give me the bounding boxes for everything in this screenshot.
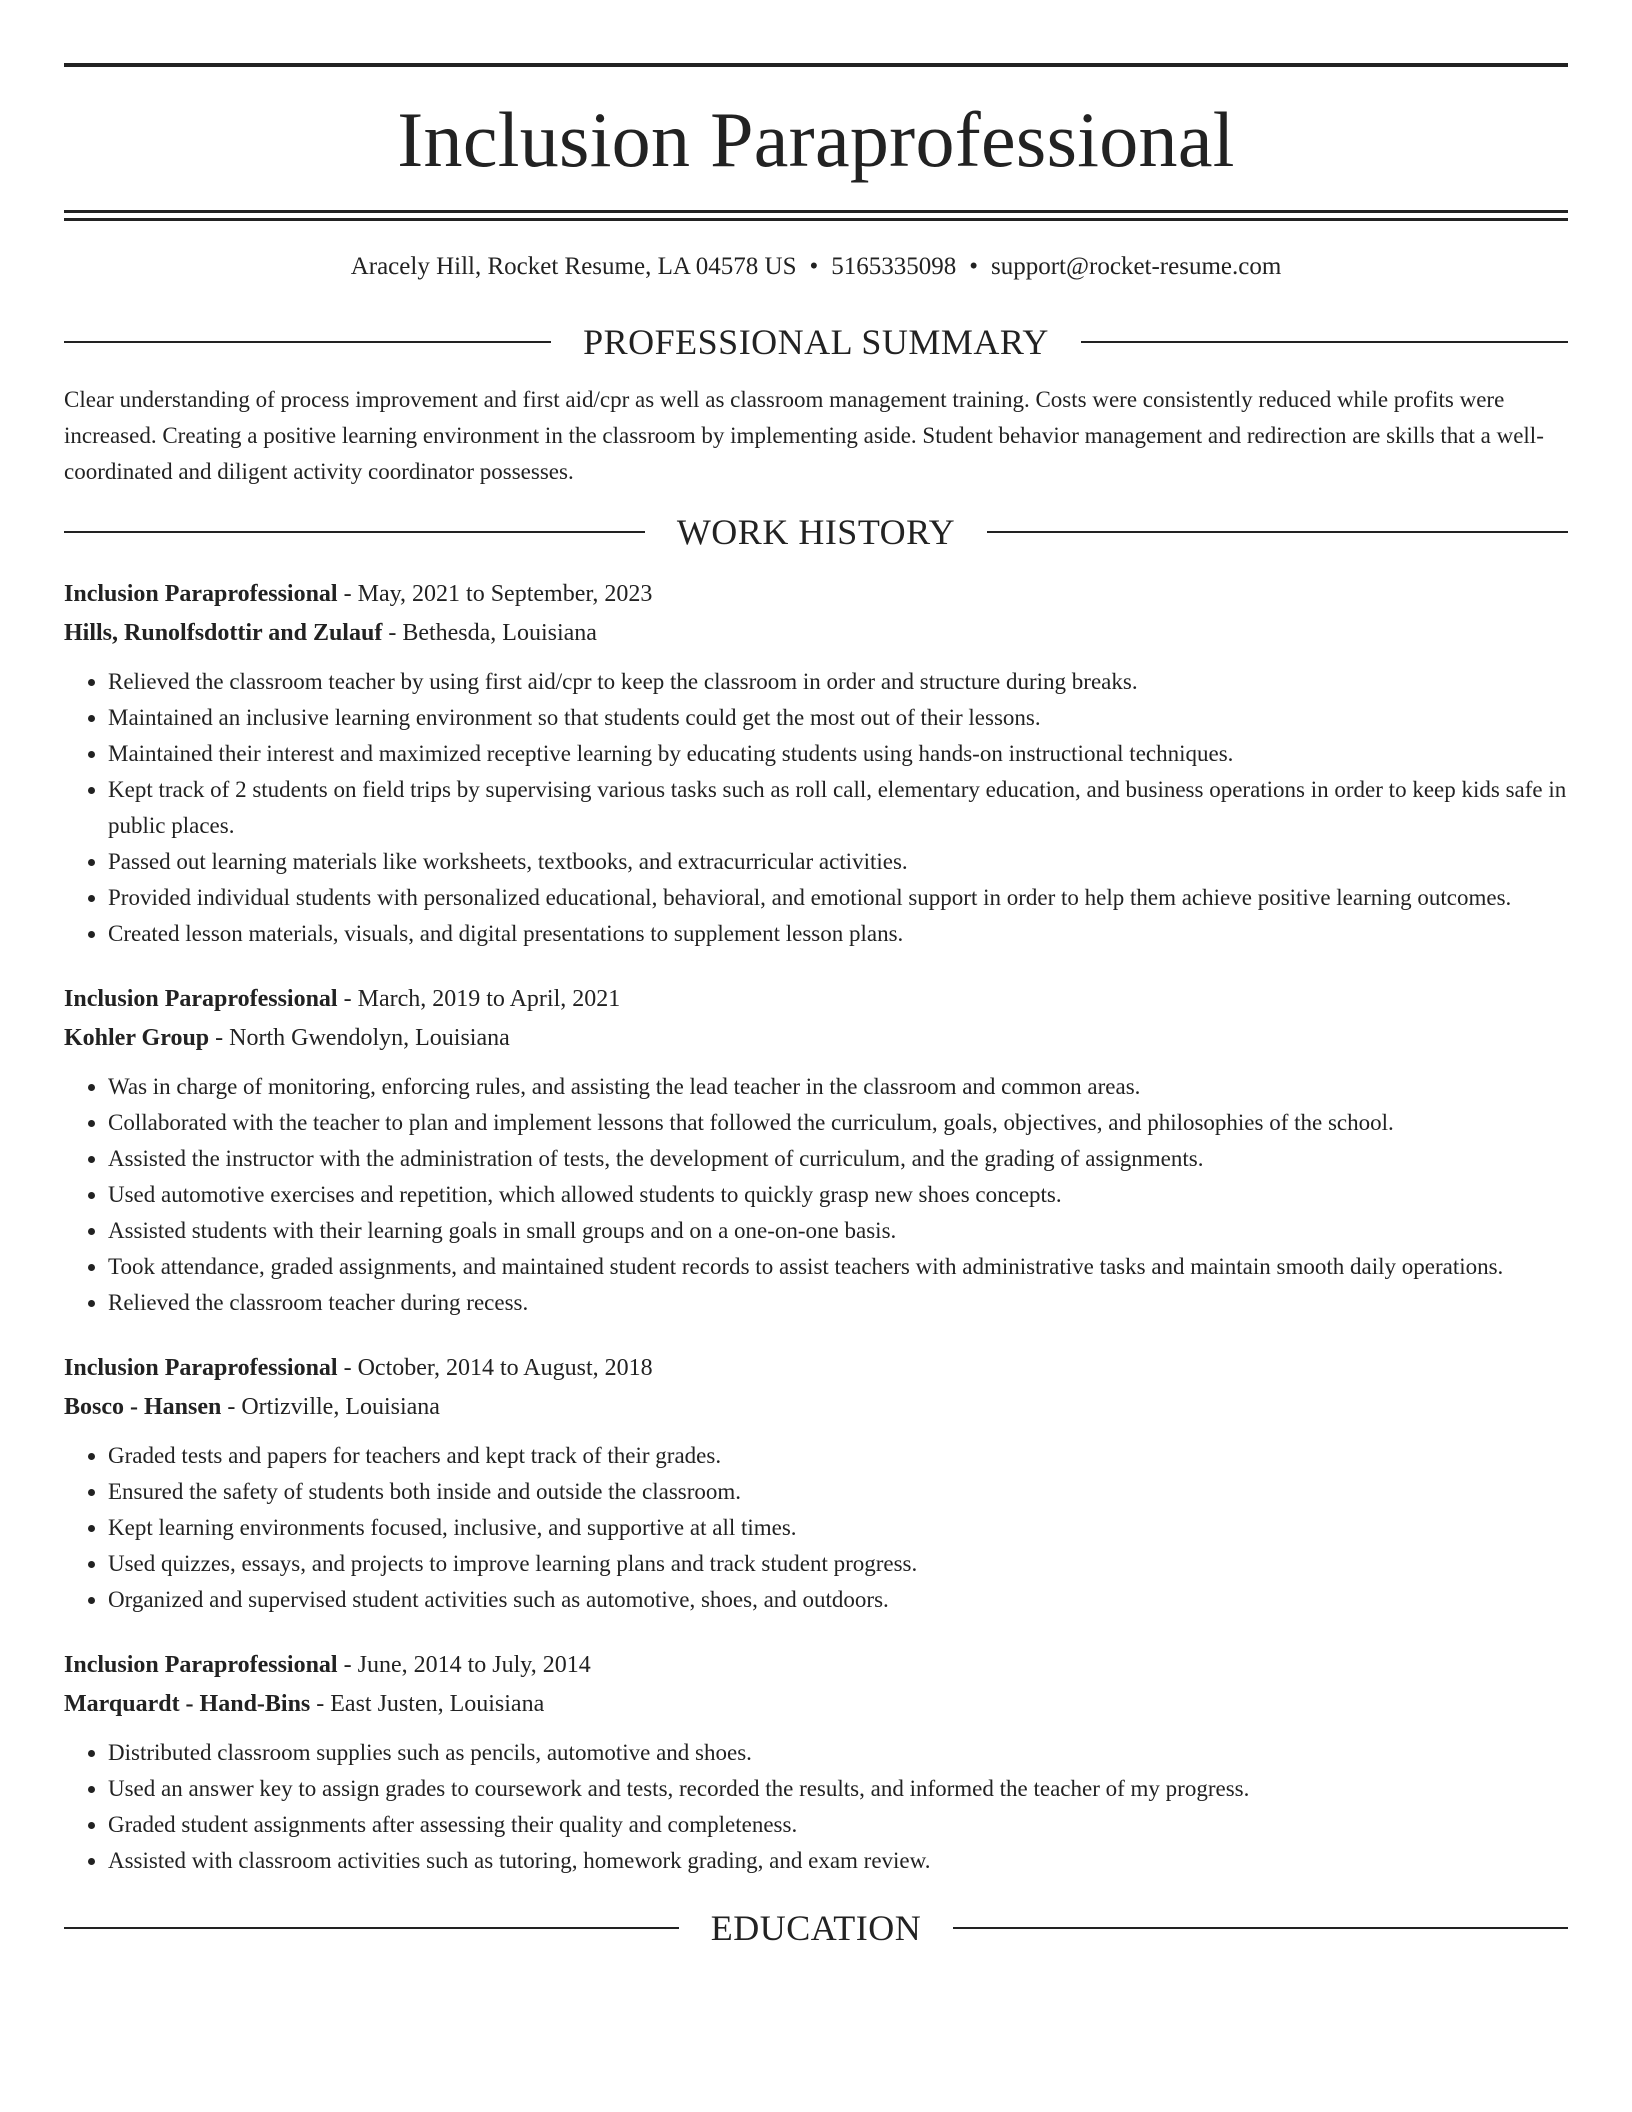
- job-bullet: • Collaborated with the teacher to plan and implement lessons that followed the curriculum, goals, objectives, and philosophies of the school.: [108, 1105, 1568, 1141]
- job-bullet: • Assisted with classroom activities such as tutoring, homework grading, and exam review.: [108, 1843, 1568, 1879]
- job-bullet: • Maintained an inclusive learning environment so that students could get the most out of their lessons.: [108, 700, 1568, 736]
- double-rule: [64, 210, 1568, 221]
- job-bullet: • Maintained their interest and maximized receptive learning by educating students using hands-on instructional techniques.: [108, 736, 1568, 772]
- top-rule: [64, 63, 1568, 67]
- education-section-title: EDUCATION: [710, 1908, 922, 1948]
- job-title: Inclusion Paraprofessional: [64, 986, 338, 1012]
- job-dates: - March, 2019 to April, 2021: [337, 986, 621, 1012]
- job-bullet-list: [64, 1438, 1568, 1618]
- job-title: Inclusion Paraprofessional: [64, 1652, 338, 1678]
- job-company: Kohler Group: [64, 1025, 210, 1051]
- job-bullet: • Assisted the instructor with the administration of tests, the development of curriculum, and the grading of assignments.: [108, 1141, 1568, 1177]
- work-history-section-title: WORK HISTORY: [676, 512, 956, 552]
- job-bullet: • Passed out learning materials like worksheets, textbooks, and extracurricular activities.: [108, 844, 1568, 880]
- summary-section-header: [64, 322, 1568, 362]
- job-location: - Ortizville, Louisiana: [221, 1394, 440, 1420]
- job-bullet: • Was in charge of monitoring, enforcing rules, and assisting the lead teacher in the classroom and common areas.: [108, 1069, 1568, 1105]
- contact-line: [64, 252, 1568, 282]
- work-history-section-header: [64, 512, 1568, 552]
- job-title-line: [64, 980, 1568, 1019]
- job-company-line: [64, 1388, 1568, 1427]
- job-entry: [64, 980, 1568, 1321]
- job-bullet: • Graded tests and papers for teachers and kept track of their grades.: [108, 1438, 1568, 1474]
- job-company-line: [64, 1685, 1568, 1724]
- job-bullet-list: [64, 1069, 1568, 1321]
- job-bullet: • Relieved the classroom teacher during recess.: [108, 1285, 1568, 1321]
- job-bullet: • Distributed classroom supplies such as pencils, automotive and shoes.: [108, 1735, 1568, 1771]
- contact-separator: •: [809, 253, 819, 280]
- job-location: - Bethesda, Louisiana: [382, 620, 597, 646]
- job-company: Bosco - Hansen: [64, 1394, 222, 1420]
- section-rule-right: [953, 1927, 1568, 1929]
- job-dates: - October, 2014 to August, 2018: [337, 1355, 653, 1381]
- section-rule-right: [987, 531, 1568, 533]
- section-rule-right: [1081, 341, 1568, 343]
- job-company-line: [64, 614, 1568, 653]
- summary-section-title: PROFESSIONAL SUMMARY: [583, 322, 1049, 362]
- job-bullet: • Graded student assignments after assessing their quality and completeness.: [108, 1807, 1568, 1843]
- contact-separator: •: [969, 253, 978, 280]
- job-bullet: • Relieved the classroom teacher by using first aid/cpr to keep the classroom in order and structure during breaks.: [108, 664, 1568, 700]
- summary-text: Clear understanding of process improvement and first aid/cpr as well as classroom management training. Costs were consistently reduced while profits were increased. Creating a positive learning environment in the classroom by implementing aside. Student behavior management and redirection are skills that a well-coordinated and diligent activity coordinator possesses.: [64, 387, 1544, 484]
- education-section-header: [64, 1908, 1568, 1948]
- job-company-line: [64, 1019, 1568, 1058]
- job-bullet-list: [64, 664, 1568, 952]
- job-bullet: • Ensured the safety of students both inside and outside the classroom.: [108, 1474, 1568, 1510]
- job-dates: - June, 2014 to July, 2014: [337, 1652, 591, 1678]
- job-bullet: • Used automotive exercises and repetition, which allowed students to quickly grasp new shoes concepts.: [108, 1177, 1568, 1213]
- section-rule-left: [64, 531, 645, 533]
- job-title-line: [64, 575, 1568, 614]
- job-location: - North Gwendolyn, Louisiana: [209, 1025, 510, 1051]
- job-bullet: • Used an answer key to assign grades to coursework and tests, recorded the results, and informed the teacher of my progress.: [108, 1771, 1568, 1807]
- job-bullet: • Used quizzes, essays, and projects to improve learning plans and track student progress.: [108, 1546, 1568, 1582]
- contact-address: Aracely Hill, Rocket Resume, LA 04578 US: [350, 253, 797, 280]
- section-rule-left: [64, 1927, 679, 1929]
- job-title-line: [64, 1646, 1568, 1685]
- job-entry: [64, 1646, 1568, 1879]
- section-rule-left: [64, 341, 551, 343]
- job-company: Marquardt - Hand-Bins: [64, 1691, 311, 1717]
- job-bullet: • Created lesson materials, visuals, and digital presentations to supplement lesson plans.: [108, 916, 1568, 952]
- job-dates: - May, 2021 to September, 2023: [337, 581, 653, 607]
- job-bullet: • Kept learning environments focused, inclusive, and supportive at all times.: [108, 1510, 1568, 1546]
- contact-email: support@rocket-resume.com: [991, 253, 1282, 280]
- job-entry: [64, 575, 1568, 952]
- work-history-list: [64, 575, 1568, 1879]
- job-bullet: • Assisted students with their learning goals in small groups and on a one-on-one basis.: [108, 1213, 1568, 1249]
- job-bullet: • Took attendance, graded assignments, and maintained student records to assist teachers with administrative tasks and maintain smooth daily operations.: [108, 1249, 1568, 1285]
- job-location: - East Justen, Louisiana: [310, 1691, 545, 1717]
- job-title: Inclusion Paraprofessional: [64, 581, 338, 607]
- job-bullet: • Organized and supervised student activities such as automotive, shoes, and outdoors.: [108, 1582, 1568, 1618]
- contact-phone: 5165335098: [831, 253, 957, 280]
- job-bullet: • Kept track of 2 students on field trips by supervising various tasks such as roll call, elementary education, and business operations in order to keep kids safe in public places.: [108, 772, 1568, 844]
- candidate-name: Inclusion Paraprofessional: [397, 96, 1235, 183]
- job-company: Hills, Runolfsdottir and Zulauf: [64, 620, 383, 646]
- job-title-line: [64, 1349, 1568, 1388]
- job-bullet-list: [64, 1735, 1568, 1879]
- job-entry: [64, 1349, 1568, 1618]
- job-title: Inclusion Paraprofessional: [64, 1355, 338, 1381]
- job-bullet: • Provided individual students with personalized educational, behavioral, and emotional support in order to help them achieve positive learning outcomes.: [108, 880, 1568, 916]
